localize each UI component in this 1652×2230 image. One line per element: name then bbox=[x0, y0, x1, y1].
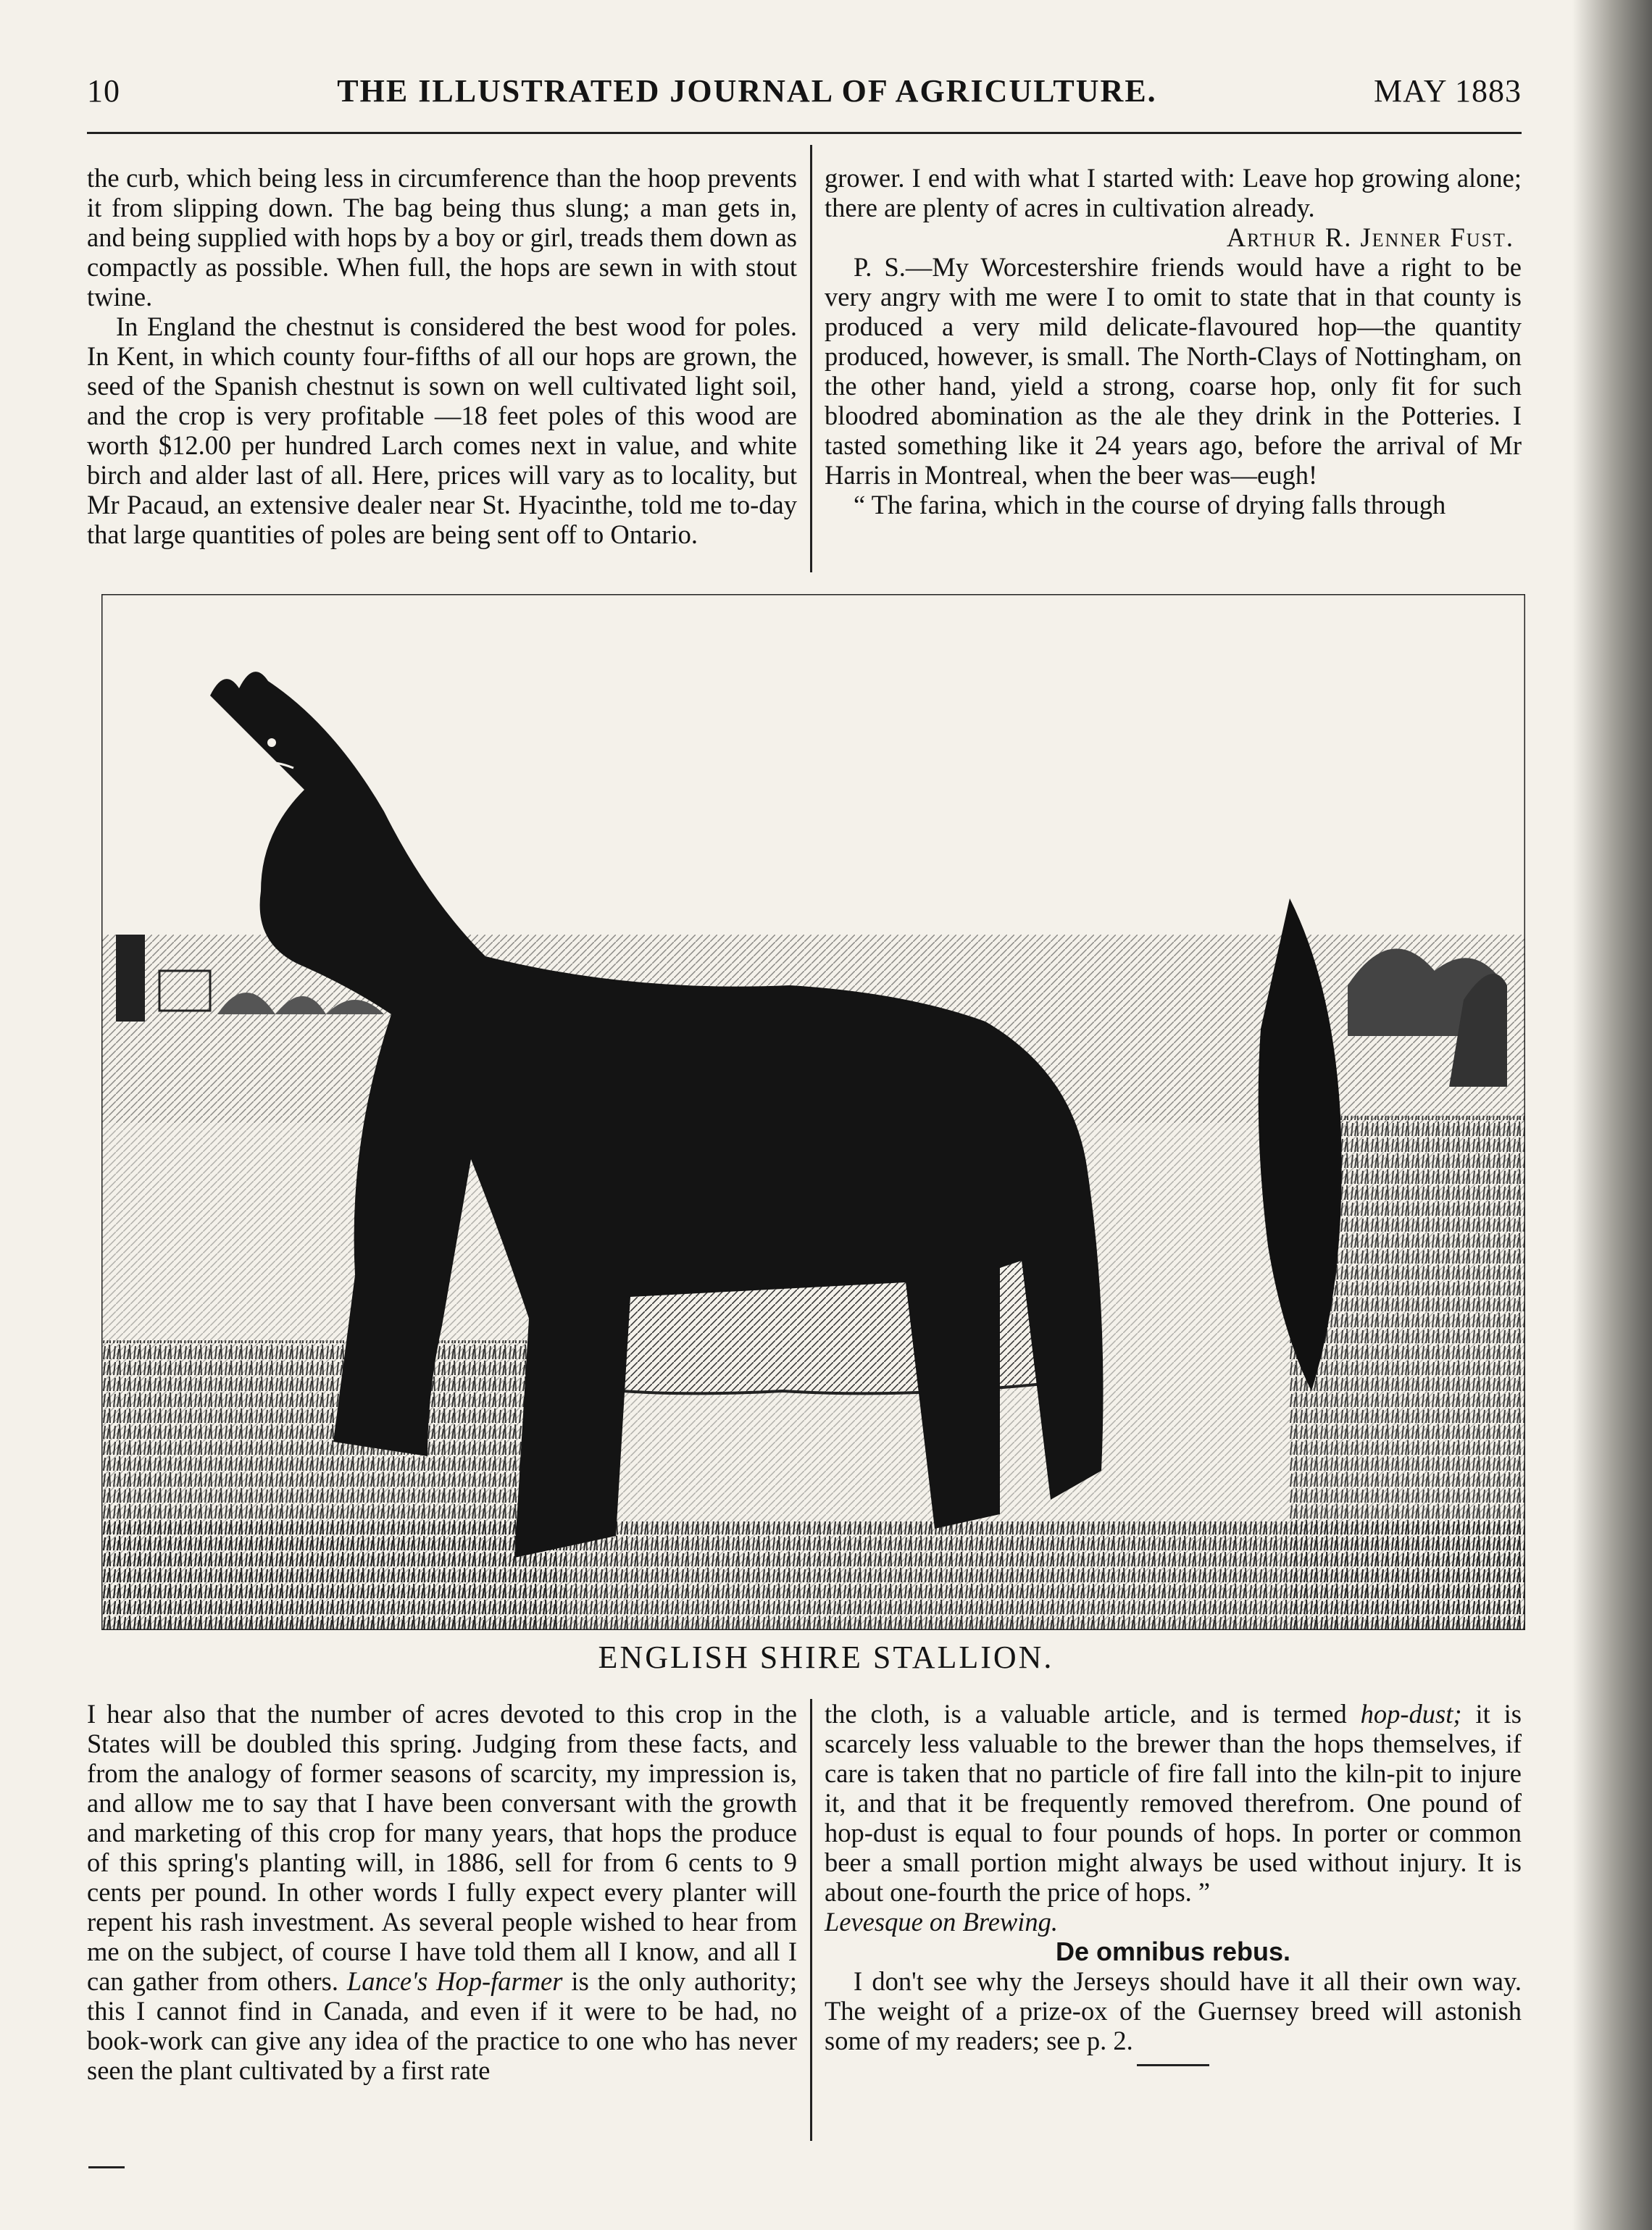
paragraph: grower. I end with what I started with: Leave hop growing alone; there are plenty of acres in cultivation already. bbox=[825, 163, 1522, 222]
paragraph: P. S.—My Worcestershire friends would have a right to be very angry with me were I to omit to state that in that county is produced a very mild delicate-flavoured hop—the quantity produced, however, is small. The North-Clays of Nottingham, on the other hand, yield a strong, coarse hop, only fit for such bloodred abomination as the ale they drink in the Potteries. I tasted something like it 24 years ago, before the arrival of Mr Harris in Montreal, when the beer was—eugh! bbox=[825, 252, 1522, 490]
bottom-right-column bbox=[825, 1699, 1522, 2066]
illustration-caption: ENGLISH SHIRE STALLION. bbox=[598, 1640, 1054, 1675]
top-left-column bbox=[87, 163, 797, 549]
bottom-left-column bbox=[87, 1699, 797, 2085]
footnote-dash bbox=[88, 2166, 125, 2168]
author-signature: Arthur R. Jenner Fust. bbox=[1226, 222, 1514, 252]
header-rule bbox=[87, 132, 1522, 134]
shire-stallion-engraving bbox=[101, 594, 1525, 1630]
paragraph: the curb, which being less in circumference than the hoop prevents it from slipping down. The bag being thus slung; a man gets in, and being supplied with hops by a boy or girl, treads them down as compactly as possible. When full, the hops are sewn in with stout twine. bbox=[87, 163, 797, 312]
paragraph: I don't see why the Jerseys should have it all their own way. The weight of a prize-ox of the Guernsey breed will astonish some of my readers; see p. 2. bbox=[825, 1966, 1522, 2055]
scan-edge-shadow bbox=[1572, 0, 1652, 2230]
section-subhead: De omnibus rebus. bbox=[1055, 1937, 1291, 1966]
citation: Levesque on Brewing. bbox=[825, 1907, 1059, 1937]
end-rule bbox=[1137, 2064, 1209, 2066]
paragraph: I hear also that the number of acres devoted to this crop in the States will be doubled this spring. Judging from these facts, and from the analogy of former seasons of scarcity, my impression is, and allow me to say that I have been conversant with the growth and marketing of this crop for many years, that hops the produce of this spring's planting will, in 1886, sell for from 6 cents to 9 cents per pound. In other words I fully expect every planter will repent his rash investment. As several people wished to hear from me on the subject, of course I have told them all I know, and all I can gather from others. Lance's Hop-farmer is the only authority; this I cannot find in Canada, and even if it were to be had, no book-work can give any idea of the practice to one who has never seen the plant cultivated by a first rate bbox=[87, 1699, 798, 2085]
column-rule-top bbox=[810, 145, 812, 572]
paragraph: In England the chestnut is considered the best wood for poles. In Kent, in which county four-fifths of all our hops are grown, the seed of the Spanish chestnut is sown on well cultivated light soil, and the crop is very profitable —18 feet poles of this wood are worth $12.00 per hundred Larch comes next in value, and white birch and alder last of all. Here, prices will vary as to locality, but Mr Pacaud, an extensive dealer near St. Hyacinthe, told me to-day that large quantities of poles are being sent off to Ontario. bbox=[87, 312, 797, 549]
book-title: Lance's Hop-farmer bbox=[346, 1966, 563, 1996]
top-right-column bbox=[825, 163, 1522, 519]
column-rule-bottom bbox=[810, 1699, 812, 2141]
paragraph: “ The farina, which in the course of drying falls through bbox=[854, 490, 1446, 519]
term-hop-dust: hop-dust; bbox=[1360, 1699, 1462, 1729]
paragraph: the cloth, is a valuable article, and is termed hop-dust; it is scarcely less valuable to the brewer than the hops themselves, if care is taken that no particle of fire fall into the kiln-pit to injure it, and that it be frequently removed therefrom. One pound of hop-dust is equal to four pounds of hops. In porter or common beer a small portion might always be used without injury. It is about one-fourth the price of hops. ” bbox=[825, 1699, 1522, 1907]
journal-title: THE ILLUSTRATED JOURNAL OF AGRICULTURE. bbox=[337, 73, 1157, 109]
page-number: 10 bbox=[87, 73, 120, 109]
page-header bbox=[87, 72, 1522, 116]
issue-date: MAY 1883 bbox=[1373, 73, 1522, 109]
